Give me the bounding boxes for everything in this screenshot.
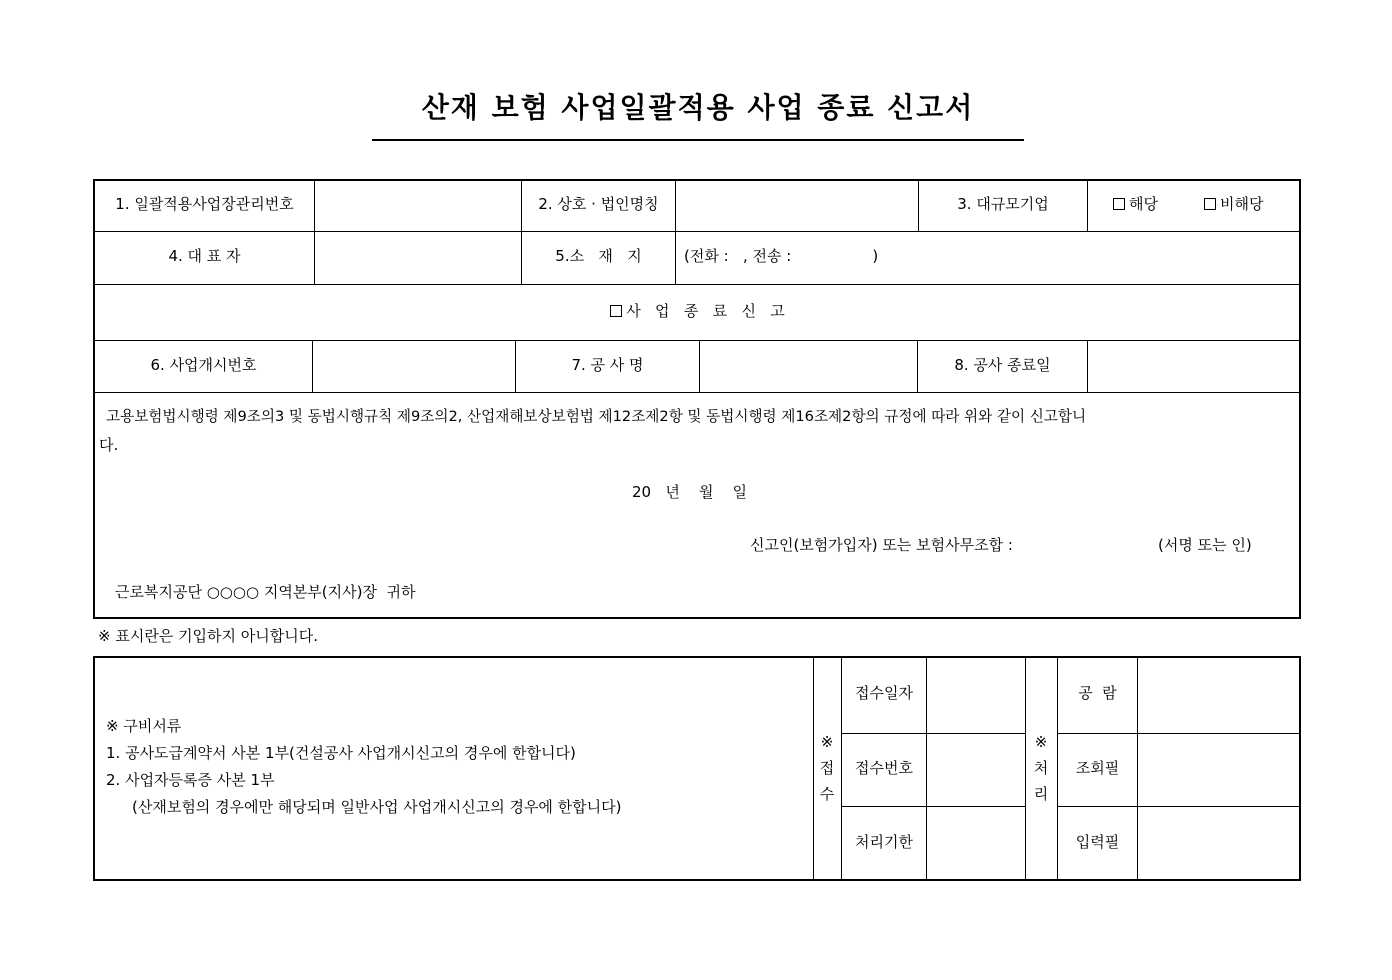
option-not-applicable-label: 비해당 xyxy=(1220,195,1264,213)
row-divider xyxy=(1057,733,1300,734)
field-label-start-number: 6. 사업개시번호 xyxy=(150,356,257,374)
option-applicable[interactable] xyxy=(1113,197,1158,212)
receipt-date-label: 접수일자 xyxy=(855,684,913,702)
form-title: 산재 보험 사업일괄적용 사업 종료 신고서 xyxy=(421,91,975,124)
declaration-date: 20 년 월 일 xyxy=(632,483,748,501)
section-title-label: 사 업 종 료 신 고 xyxy=(626,302,785,320)
processing-mark-char: 처 xyxy=(1033,759,1049,777)
processing-mark-char: ※ xyxy=(1034,733,1048,751)
receipt-mark-char: 수 xyxy=(819,785,835,803)
col-divider xyxy=(813,657,814,880)
location-contact[interactable]: (전화 : , 전송 : ) xyxy=(684,247,879,265)
project-name-input[interactable] xyxy=(700,341,916,391)
receipt-mark xyxy=(817,729,837,807)
processing-mark xyxy=(1031,729,1051,807)
processing-deadline-label: 처리기한 xyxy=(855,833,913,851)
section-business-termination[interactable] xyxy=(95,304,1300,319)
business-number-input[interactable] xyxy=(315,181,520,230)
required-docs-heading: ※ 구비서류 xyxy=(106,717,182,735)
required-doc-item: 1. 공사도급계약서 사본 1부(건설공사 사업개시신고의 경우에 한합니다) xyxy=(106,744,576,762)
receipt-mark-char: ※ xyxy=(820,733,834,751)
declaration-text: 고용보험법시행령 제9조의3 및 동법시행규칙 제9조의2, 산업재해보상보험법 제12조제2항 및 동법시행령 제16조제2항의 규정에 따라 위와 같이 신고합니 xyxy=(106,408,1087,425)
checkbox-icon xyxy=(1113,198,1125,210)
row-divider xyxy=(841,806,1025,807)
checkbox-icon xyxy=(610,305,622,317)
receipt-number-label: 접수번호 xyxy=(855,759,913,777)
col-divider xyxy=(926,657,927,880)
option-applicable-label: 해당 xyxy=(1129,195,1158,213)
required-doc-note: (산재보험의 경우에만 해당되며 일반사업 사업개시신고의 경우에 한합니다) xyxy=(132,798,622,816)
inquiry-done-label: 조회필 xyxy=(1075,759,1120,777)
col-divider xyxy=(1025,657,1026,880)
col-divider xyxy=(521,180,522,284)
field-label-project-name: 7. 공 사 명 xyxy=(571,356,644,374)
field-label-location: 5.소 재 지 xyxy=(555,247,642,265)
field-label-company-name: 2. 상호 · 법인명칭 xyxy=(538,195,659,213)
field-label-business-number: 1. 일괄적용사업장관리번호 xyxy=(115,195,294,213)
recipient: 근로복지공단 ○○○○ 지역본부(지사)장 귀하 xyxy=(115,583,416,601)
row-divider xyxy=(841,733,1025,734)
representative-input[interactable] xyxy=(315,232,520,283)
processing-mark-char: 리 xyxy=(1033,785,1049,803)
note-text: ※ 표시란은 기입하지 아니합니다. xyxy=(98,627,319,645)
declaration-text-cont: 다. xyxy=(99,436,119,454)
field-label-representative: 4. 대 표 자 xyxy=(168,247,241,265)
option-not-applicable[interactable] xyxy=(1204,197,1263,212)
row-divider xyxy=(94,231,1300,232)
title-underline xyxy=(372,139,1024,141)
company-name-input[interactable] xyxy=(676,181,917,230)
main-form xyxy=(93,179,1301,619)
checkbox-icon xyxy=(1204,198,1216,210)
field-label-end-date: 8. 공사 종료일 xyxy=(954,356,1051,374)
row-divider xyxy=(94,392,1300,393)
review-label: 공 람 xyxy=(1078,684,1117,702)
receipt-mark-char: 접 xyxy=(819,759,835,777)
field-label-large-enterprise: 3. 대규모기업 xyxy=(957,195,1049,213)
required-doc-item: 2. 사업자등록증 사본 1부 xyxy=(106,771,275,789)
col-divider xyxy=(1137,657,1138,880)
start-number-input[interactable] xyxy=(313,341,514,391)
row-divider xyxy=(1057,806,1300,807)
declaration-signer: 신고인(보험가입자) 또는 보험사무조합 : xyxy=(750,536,1013,554)
input-done-label: 입력필 xyxy=(1075,833,1120,851)
signature-note: (서명 또는 인) xyxy=(1158,536,1252,554)
end-date-input[interactable] xyxy=(1088,341,1299,391)
row-divider xyxy=(94,284,1300,285)
col-divider xyxy=(1087,180,1088,231)
